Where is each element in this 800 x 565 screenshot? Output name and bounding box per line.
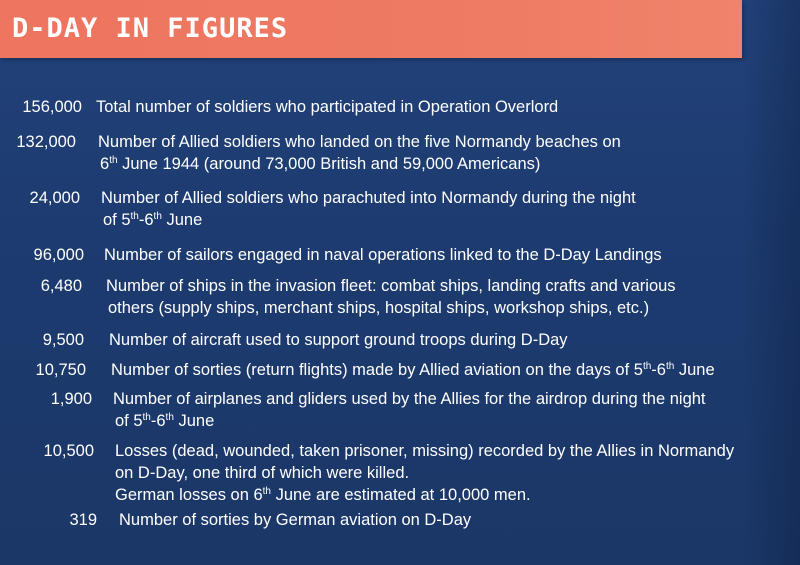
figure-value: 156,000 [22, 98, 82, 116]
figure-description [115, 440, 734, 506]
figure-description [96, 96, 558, 118]
panel-edge-shadow [742, 0, 800, 565]
description-line: Number of Allied soldiers who parachuted into Normandy during the night [101, 189, 636, 207]
figure-value: 319 [69, 511, 97, 529]
figure-description [104, 244, 662, 266]
description-line: 6th June 1944 (around 73,000 British and 59,000 Americans) [100, 155, 541, 173]
figure-description [98, 131, 621, 175]
description-line: Number of ships in the invasion fleet: combat ships, landing crafts and various [106, 277, 676, 295]
figure-value: 1,900 [50, 390, 92, 408]
description-line: others (supply ships, merchant ships, hospital ships, workshop ships, etc.) [108, 299, 650, 317]
description-line: of 5th-6th June [103, 211, 203, 229]
figure-value: 10,750 [35, 361, 86, 379]
description-line: Number of aircraft used to support ground troops during D-Day [109, 331, 568, 349]
figure-description [113, 388, 706, 432]
figure-value: 96,000 [33, 246, 84, 264]
description-line: Losses (dead, wounded, taken prisoner, missing) recorded by the Allies in Normandy [115, 442, 735, 460]
figure-value: 24,000 [29, 189, 80, 207]
description-line: on D-Day, one third of which were killed. [115, 464, 410, 482]
description-line: Total number of soldiers who participated in Operation Overlord [96, 98, 559, 116]
description-line: Number of Allied soldiers who landed on the five Normandy beaches on [98, 133, 621, 151]
page-title: D-DAY IN FIGURES [12, 13, 289, 44]
figure-value: 10,500 [43, 442, 94, 460]
description-line: Number of sorties by German aviation on D-Day [119, 511, 472, 529]
figure-description [119, 509, 471, 531]
description-line: Number of sailors engaged in naval operations linked to the D-Day Landings [104, 246, 662, 264]
figure-description [109, 329, 568, 351]
figure-value: 132,000 [16, 133, 76, 151]
title-banner [0, 0, 742, 58]
description-line: Number of sorties (return flights) made by Allied aviation on the days of 5th-6th June [111, 361, 715, 379]
figure-value: 6,480 [40, 277, 82, 295]
description-line: of 5th-6th June [115, 412, 215, 430]
figure-value: 9,500 [42, 331, 84, 349]
description-line: Number of airplanes and gliders used by the Allies for the airdrop during the night [113, 390, 706, 408]
description-line: German losses on 6th June are estimated at 10,000 men. [115, 486, 531, 504]
figure-description [101, 187, 636, 231]
figure-description [106, 275, 676, 319]
figure-description [111, 359, 715, 381]
